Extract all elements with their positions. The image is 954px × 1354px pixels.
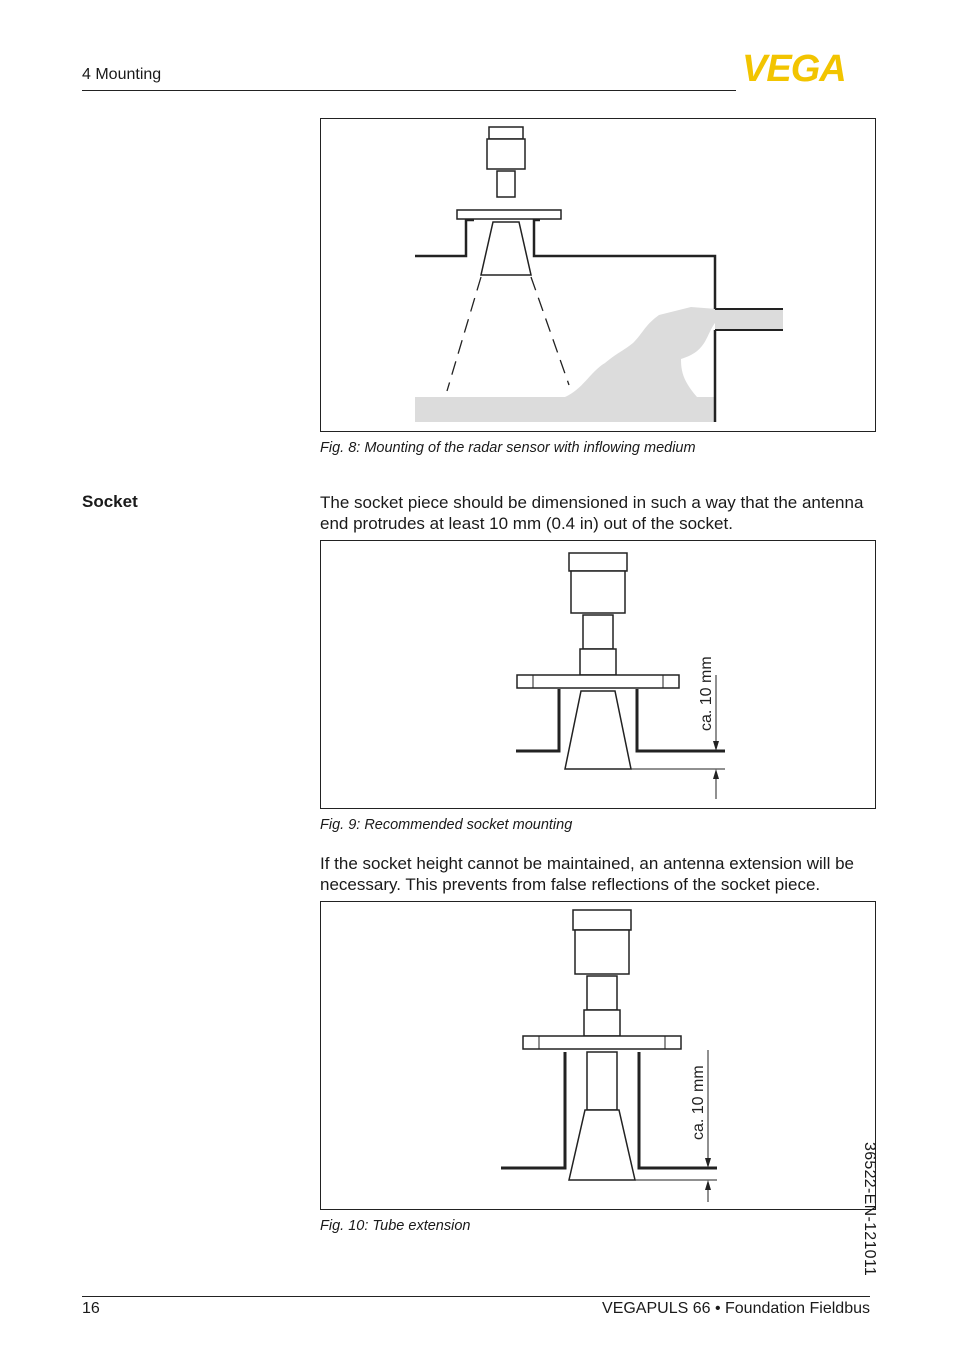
sensor-flange xyxy=(457,210,561,219)
socket-wall-left xyxy=(501,1052,565,1168)
figure-9-caption: Fig. 9: Recommended socket mounting xyxy=(320,817,573,833)
figure-9 xyxy=(320,540,876,809)
sensor-thread xyxy=(587,976,617,1010)
dimension-arrow-bottom xyxy=(705,1180,711,1190)
section-heading-socket: Socket xyxy=(82,492,138,511)
beam-left xyxy=(447,277,481,391)
sensor-cap xyxy=(489,127,523,139)
sensor-housing xyxy=(487,139,525,169)
dimension-label: ca. 10 mm xyxy=(698,656,715,731)
page-number: 16 xyxy=(82,1300,100,1317)
socket-wall-left xyxy=(516,689,559,751)
vega-logo xyxy=(742,50,872,91)
sensor-thread xyxy=(497,171,515,197)
sensor-cap xyxy=(573,910,631,930)
sensor-housing xyxy=(575,930,629,974)
figure-8 xyxy=(320,118,876,432)
figure-8-drawing xyxy=(321,119,875,431)
dimension-arrow-bottom xyxy=(713,769,719,779)
sensor-thread xyxy=(583,615,613,649)
document-code: 36522-EN-121011 xyxy=(861,1142,878,1277)
socket-paragraph-1: The socket piece should be dimensioned in such a way that the antenna end protrudes at least 10 mm (0.4 in) out of the socket. xyxy=(320,493,864,533)
figure-10-drawing xyxy=(321,902,875,1209)
footer-title: VEGAPULS 66 • Foundation Fieldbus xyxy=(602,1300,870,1317)
sensor-neck xyxy=(584,1010,620,1036)
figure-10-caption: Fig. 10: Tube extension xyxy=(320,1218,471,1234)
sensor-neck xyxy=(580,649,616,675)
sensor-cap xyxy=(569,553,627,571)
vega-logo-mark xyxy=(742,50,872,86)
section-label: 4 Mounting xyxy=(82,66,162,83)
sensor-housing xyxy=(571,571,625,613)
sensor-flange xyxy=(517,675,679,688)
vessel-wall-left xyxy=(415,220,474,256)
figure-8-caption: Fig. 8: Mounting of the radar sensor with inflowing medium xyxy=(320,440,696,456)
dimension-label: ca. 10 mm xyxy=(690,1065,707,1140)
horn-antenna xyxy=(569,1110,635,1180)
vessel-wall-right xyxy=(534,220,715,309)
svg-text:VEGA: VEGA xyxy=(742,50,846,86)
horn-antenna xyxy=(481,222,531,275)
beam-right xyxy=(531,277,569,385)
tube-extension xyxy=(587,1052,617,1110)
figure-10 xyxy=(320,901,876,1210)
inflow-pipe-fill xyxy=(715,309,783,330)
liquid-medium xyxy=(415,307,717,422)
sensor-flange xyxy=(523,1036,681,1049)
figure-9-drawing xyxy=(321,541,875,808)
header-rule xyxy=(82,90,736,91)
footer-rule xyxy=(82,1296,870,1297)
horn-antenna xyxy=(565,691,631,769)
socket-paragraph-2: If the socket height cannot be maintained, an antenna extension will be necessary. This prevents from false reflections of the socket piece. xyxy=(320,854,854,894)
